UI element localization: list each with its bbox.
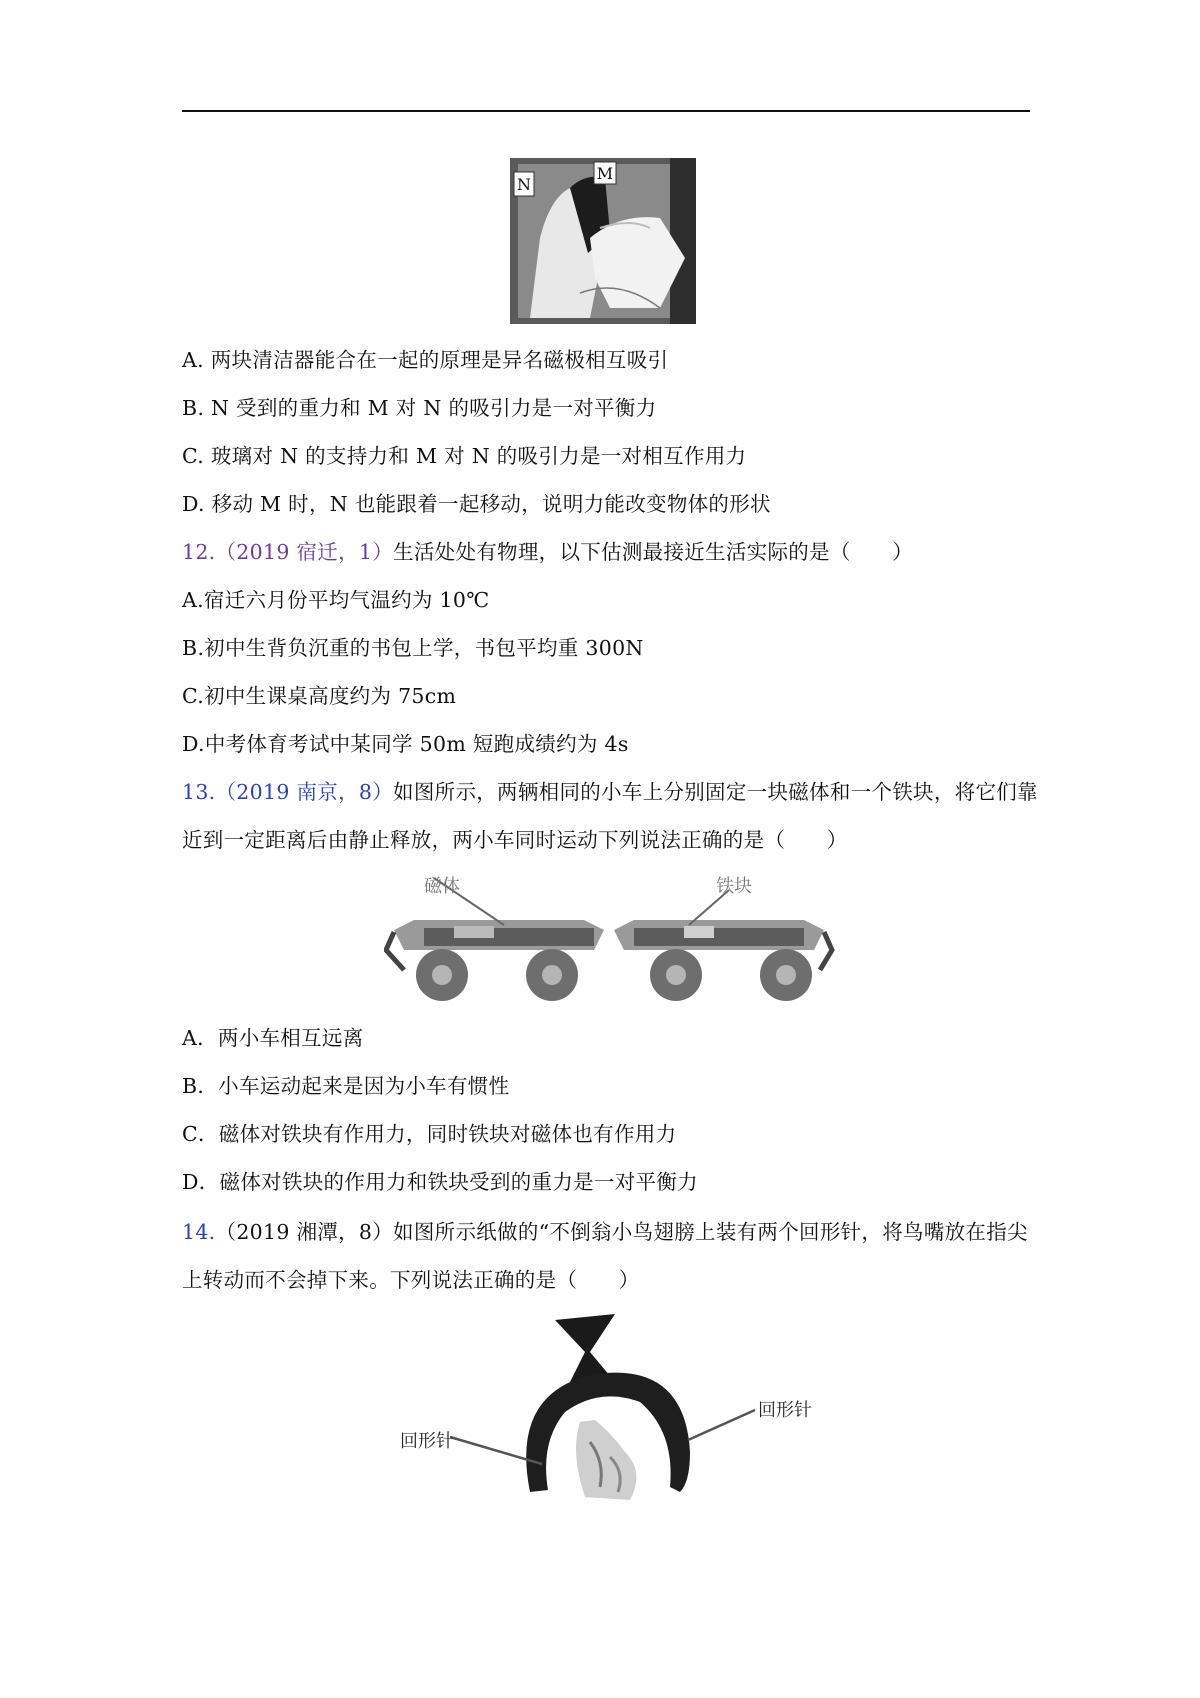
q13-option-c: C．磁体对铁块有作用力，同时铁块对磁体也有作用力	[182, 1122, 677, 1146]
q11-option-c: C. 玻璃对 N 的支持力和 M 对 N 的吸引力是一对相互作用力	[182, 444, 747, 468]
q12-option-a: A.宿迁六月份平均气温约为 10℃	[182, 588, 490, 612]
q14-source: （2019 湘潭，8）	[215, 1220, 394, 1244]
q14-stem-line1	[182, 1218, 1028, 1246]
q14-stem-text-1: 如图所示纸做的“不倒翁小鸟翅膀上装有两个回形针，将鸟嘴放在指尖	[393, 1220, 1028, 1244]
q12-option-c: C.初中生课桌高度约为 75cm	[182, 684, 457, 708]
q13-label-iron: 铁块	[716, 876, 752, 897]
q13-option-d: D．磁体对铁块的作用力和铁块受到的重力是一对平衡力	[182, 1170, 698, 1194]
q11-label-n: N	[517, 175, 531, 194]
q13-stem-text-1: 如图所示，两辆相同的小车上分别固定一块磁体和一个铁块，将它们靠	[393, 780, 1038, 804]
q12-stem-text: 生活处处有物理，以下估测最接近生活实际的是（ ）	[393, 540, 914, 564]
q11-label-m: M	[596, 164, 614, 183]
q11-option-b: B. N 受到的重力和 M 对 N 的吸引力是一对平衡力	[182, 396, 657, 420]
q13-option-b: B．小车运动起来是因为小车有惯性	[182, 1074, 510, 1098]
q12-stem	[182, 538, 913, 566]
q13-figure	[384, 870, 844, 1010]
q14-label-left: 回形针	[400, 1431, 454, 1452]
q13-label-magnet: 磁体	[424, 876, 460, 897]
q12-source: 12.（2019 宿迁，1）	[182, 540, 394, 564]
q13-stem-line2: 近到一定距离后由静止释放，两小车同时运动下列说法正确的是（ ）	[182, 828, 848, 852]
q13-stem-line1	[182, 778, 1038, 806]
q11-figure	[510, 158, 696, 324]
q11-option-d: D. 移动 M 时，N 也能跟着一起移动，说明力能改变物体的形状	[182, 492, 771, 516]
q11-option-a: A. 两块清洁器能合在一起的原理是异名磁极相互吸引	[182, 348, 669, 372]
q13-source: 13.（2019 南京，8）	[182, 780, 394, 804]
q14-stem-line2: 上转动而不会掉下来。下列说法正确的是（ ）	[182, 1268, 640, 1292]
q14-number: 14.	[182, 1220, 216, 1244]
q14-figure	[390, 1312, 820, 1512]
q13-option-a: A．两小车相互远离	[182, 1026, 364, 1050]
q14-label-right: 回形针	[758, 1400, 812, 1421]
q12-option-d: D.中考体育考试中某同学 50m 短跑成绩约为 4s	[182, 732, 629, 756]
q12-option-b: B.初中生背负沉重的书包上学，书包平均重 300N	[182, 636, 644, 660]
header-rule	[182, 110, 1030, 112]
